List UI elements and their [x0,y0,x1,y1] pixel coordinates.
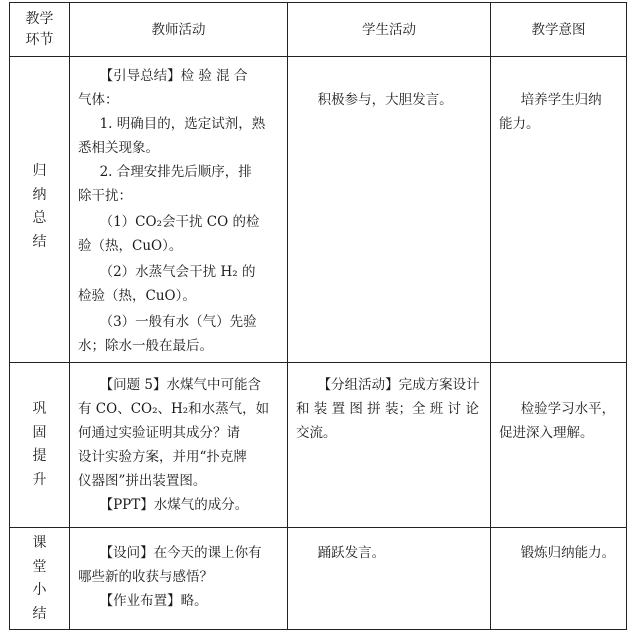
text-line: 有 CO、CO₂、H₂和水蒸气，如 [78,401,270,417]
header-student-label: 学生活动 [362,21,416,38]
text-line: 锻炼归纳能力。 [520,545,616,561]
header-teacher-label: 教师活动 [151,21,206,38]
text-line: 【问题 5】水煤气中可能含 [99,377,261,393]
header-intent-label: 教学意图 [531,21,586,38]
text-line: 除干扰： [78,188,132,204]
header-stage [10,3,69,56]
text-line: 踊跃发言。 [317,545,386,561]
row-divider-2 [9,527,627,528]
stage-label: 归纳总结 [32,163,47,250]
row-divider-1 [9,362,627,363]
text-line: 气体： [78,92,119,108]
student-activity-cell [296,88,486,112]
teaching-intent-cell [499,541,624,565]
col-divider-3 [490,2,491,630]
header-student [288,3,490,56]
header-stage-label: 教学 环节 [25,10,54,48]
row-stage-consolidate [10,398,69,492]
text-line: 能力。 [499,116,540,132]
text-line: 【分组活动】完成方案设计 [317,377,480,393]
text-line: 验（热，CuO）。 [78,238,183,254]
teacher-activity-cell [78,373,280,517]
text-line: 1. 明确目的，选定试剂，熟 [99,116,266,132]
text-line: 促进深入理解。 [499,425,594,441]
row-stage-summary [10,160,69,254]
text-line: 【设问】在今天的课上你有 [99,545,262,561]
table-border-right [626,2,627,630]
stage-label: 课堂小结 [32,535,47,622]
text-line: 【作业布置】略。 [99,593,208,609]
text-line: 哪些新的收获与感悟？ [78,569,213,585]
table-border-bottom [9,629,627,630]
teacher-activity-cell [78,64,280,358]
row-stage-recap [10,532,69,626]
text-line: 积极参与，大胆发言。 [317,92,453,108]
text-line: 悉相关现象。 [78,140,159,156]
header-intent [491,3,626,56]
col-divider-2 [287,2,288,630]
text-line: 检验（热，CuO）。 [78,288,196,304]
student-activity-cell [296,373,486,445]
teaching-intent-cell [499,88,624,136]
text-line: 和 装 置 图 拼 装；全 班 讨 论 [296,401,479,417]
text-line: 【引导总结】检 验 混 合 [99,68,248,84]
text-line: 仪器图”拼出装置图。 [78,473,207,489]
text-line: 【PPT】水煤气的成分。 [99,497,249,513]
text-line: 检验学习水平， [520,401,616,417]
text-line: 水；除水一般在最后。 [78,338,213,354]
header-teacher [70,3,287,56]
text-line: 培养学生归纳 [520,92,602,108]
header-divider [9,56,627,57]
teaching-intent-cell [499,397,624,445]
text-line: （3）一般有水（气）先验 [99,314,257,330]
text-line: （2）水蒸气会干扰 H₂ 的 [99,264,256,280]
text-line: 何通过实验证明其成分？请 [78,425,240,441]
teacher-activity-cell [78,541,280,613]
text-line: 设计实验方案，并用“扑克牌 [78,449,247,465]
col-divider-1 [69,2,70,630]
text-line: 交流。 [296,425,337,441]
text-line: （1）CO₂会干扰 CO 的检 [99,214,260,230]
text-line: 2. 合理安排先后顺序，排 [99,164,252,180]
student-activity-cell [296,541,486,565]
stage-label: 巩固提升 [32,401,47,488]
